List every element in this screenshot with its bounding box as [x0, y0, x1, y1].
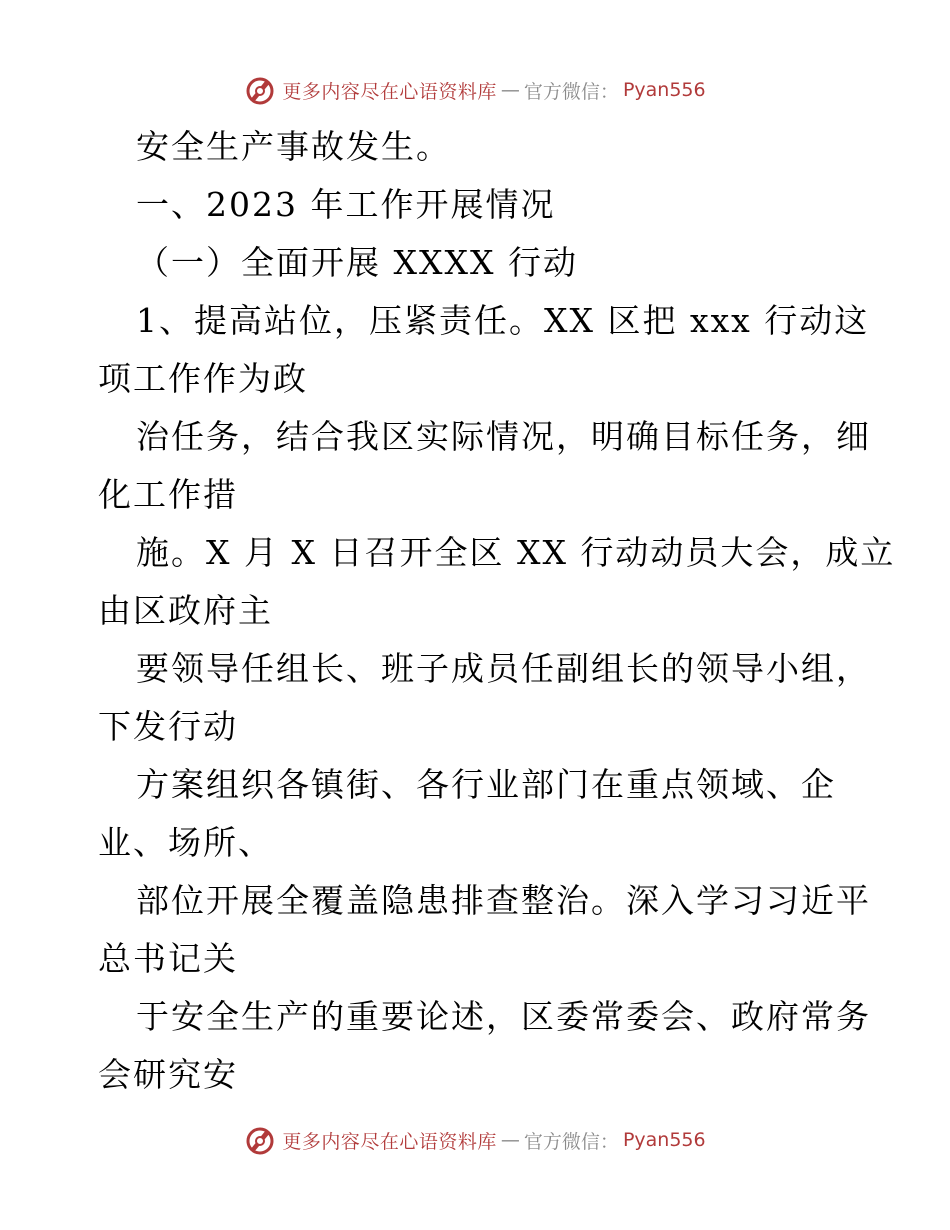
wechat-id: Pyan556	[622, 1129, 706, 1151]
text-line: 由区政府主	[98, 591, 273, 630]
text-line: 会研究安	[98, 1055, 238, 1094]
text-line: （一）全面开展 XXXX 行动	[136, 243, 578, 282]
text-line: 于安全生产的重要论述，区委常委会、政府常务	[136, 997, 871, 1036]
footer-banner	[0, 1120, 950, 1160]
wechat-id: Pyan556	[622, 79, 706, 101]
banner-separator: —	[500, 79, 520, 101]
banner-text: 更多内容尽在心语资料库	[282, 80, 497, 103]
header-banner	[0, 70, 950, 110]
text-line: 化工作措	[98, 475, 238, 514]
banner-text: 更多内容尽在心语资料库	[282, 1130, 497, 1153]
document-body	[98, 118, 898, 1104]
text-line: 治任务，结合我区实际情况，明确目标任务，细	[136, 417, 871, 456]
text-line: 下发行动	[98, 707, 238, 746]
text-line: 要领导任组长、班子成员任副组长的领导小组，	[136, 649, 871, 688]
text-line: 施。X 月 X 日召开全区 XX 行动动员大会，成立	[136, 533, 896, 572]
text-line: 一、2023 年工作开展情况	[136, 185, 556, 224]
text-line: 业、场所、	[98, 823, 273, 862]
pen-logo-icon	[244, 74, 276, 106]
pen-logo-icon	[244, 1124, 276, 1156]
text-line: 项工作作为政	[98, 359, 308, 398]
text-line: 安全生产事故发生。	[136, 127, 451, 166]
text-line: 方案组织各镇街、各行业部门在重点领域、企	[136, 765, 836, 804]
text-line: 总书记关	[98, 939, 238, 978]
banner-label: 官方微信：	[523, 1130, 619, 1153]
text-line: 部位开展全覆盖隐患排查整治。深入学习习近平	[136, 881, 871, 920]
text-line: 1、提高站位，压紧责任。XX 区把 xxx 行动这	[136, 301, 870, 340]
banner-label: 官方微信：	[523, 80, 619, 103]
banner-separator: —	[500, 1129, 520, 1151]
